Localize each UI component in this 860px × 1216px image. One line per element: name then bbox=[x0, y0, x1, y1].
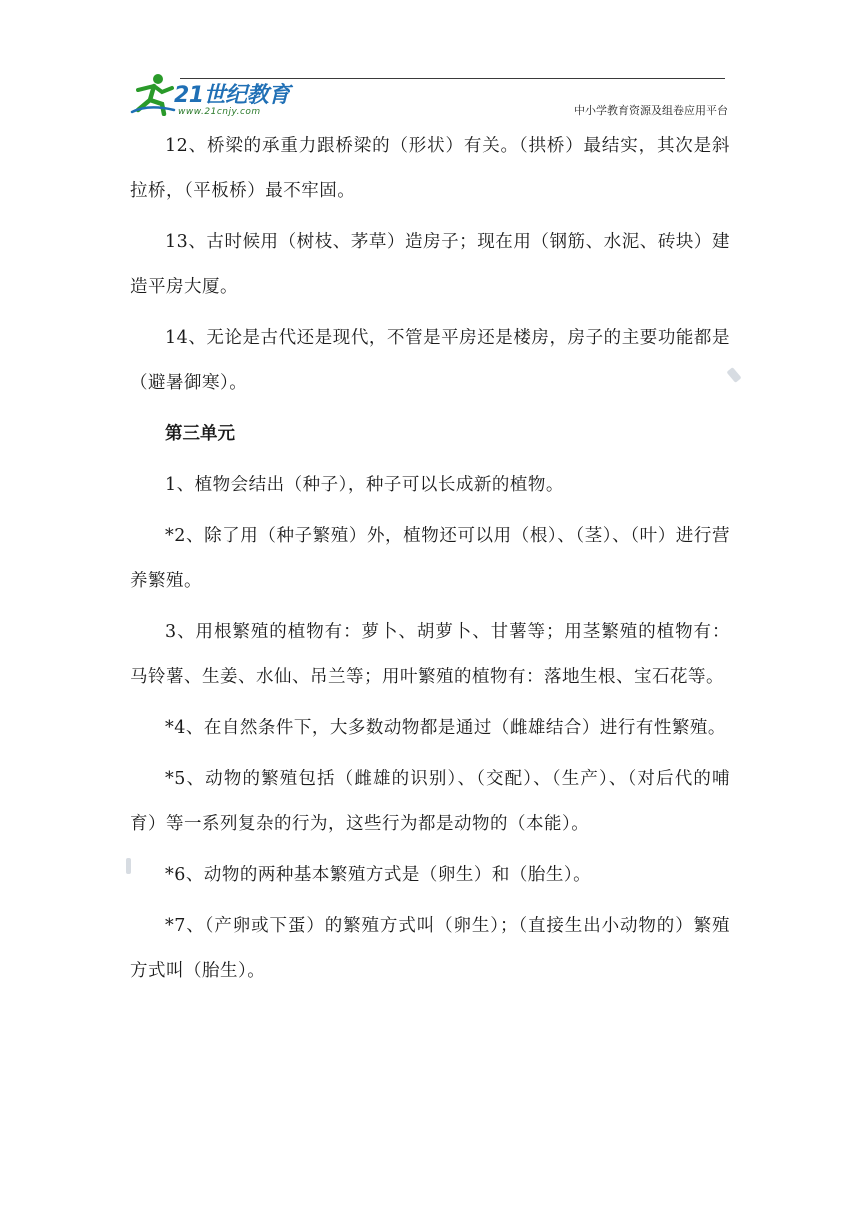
paragraph-4: *4、在自然条件下，大多数动物都是通过（雌雄结合）进行有性繁殖。 bbox=[165, 718, 726, 738]
paragraph-3: 3、用根繁殖的植物有：萝卜、胡萝卜、甘薯等；用茎繁殖的植物有：马铃薯、生姜、水仙、吊兰等；用叶繁殖的植物有：落地生根、宝石花等。 bbox=[130, 622, 730, 687]
paragraph-13: 13、古时候用（树枝、茅草）造房子；现在用（钢筋、水泥、砖块）建造平房大厦。 bbox=[130, 232, 730, 297]
page-header bbox=[128, 70, 728, 122]
paragraph-14: 14、无论是古代还是现代，不管是平房还是楼房，房子的主要功能都是（避暑御寒）。 bbox=[130, 328, 730, 393]
running-figure-icon bbox=[128, 70, 178, 116]
document-body bbox=[130, 124, 730, 1000]
logo-url: www.21cnjy.com bbox=[178, 107, 261, 117]
logo-text: 21世纪教育 bbox=[174, 83, 290, 108]
logo bbox=[128, 70, 298, 120]
paragraph-5: *5、动物的繁殖包括（雌雄的识别）、（交配）、（生产）、（对后代的哺育）等一系列复杂的行为，这些行为都是动物的（本能）。 bbox=[130, 769, 730, 834]
section-heading: 第三单元 bbox=[165, 424, 235, 444]
header-tagline: 中小学教育资源及组卷应用平台 bbox=[574, 104, 728, 117]
paragraph-7: *7、（产卵或下蛋）的繁殖方式叫（卵生）；（直接生出小动物的）繁殖方式叫（胎生）。 bbox=[130, 916, 730, 981]
paragraph-6: *6、动物的两种基本繁殖方式是（卵生）和（胎生）。 bbox=[165, 865, 592, 885]
paragraph-1: 1、植物会结出（种子），种子可以长成新的植物。 bbox=[165, 475, 564, 495]
paragraph-12: 12、桥梁的承重力跟桥梁的（形状）有关。（拱桥）最结实，其次是斜拉桥，（平板桥）最不牢固。 bbox=[130, 136, 730, 201]
paragraph-2: *2、除了用（种子繁殖）外，植物还可以用（根）、（茎）、（叶）进行营养繁殖。 bbox=[130, 526, 730, 591]
